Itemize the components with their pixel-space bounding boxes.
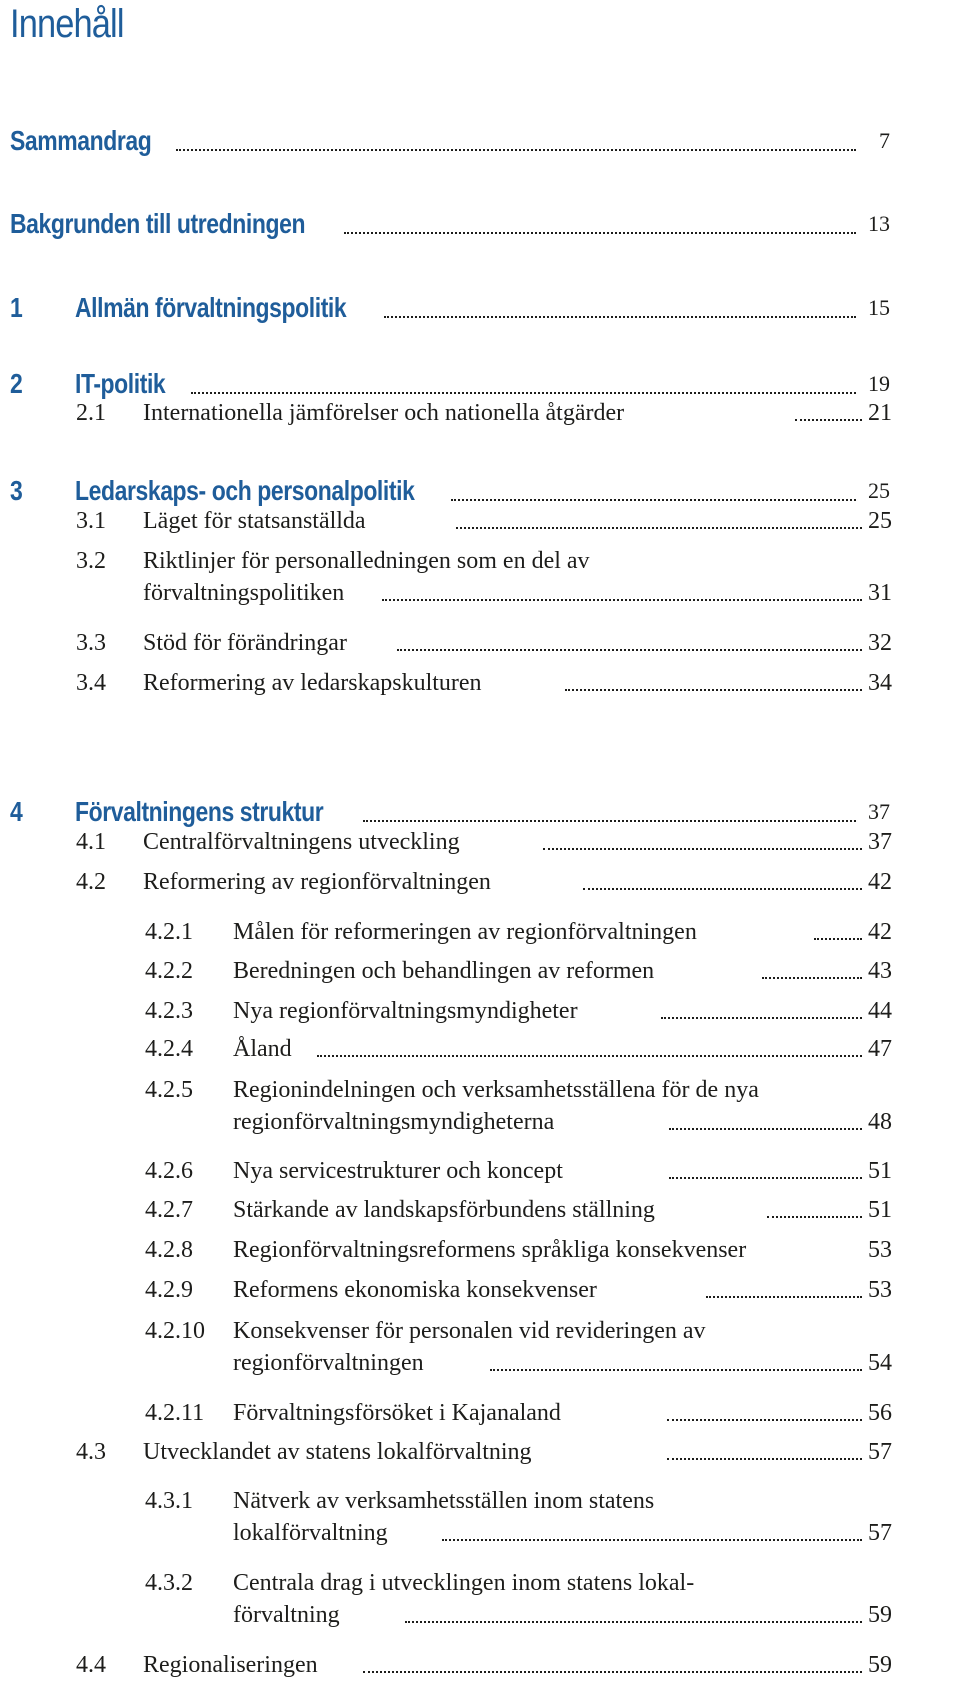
toc-entry-title: Stärkande av landskapsförbundens ställning bbox=[233, 1197, 655, 1223]
toc-entry-page-number: 57 bbox=[866, 1436, 892, 1468]
toc-entry[interactable] bbox=[0, 955, 892, 987]
toc-entry-number: 4.3 bbox=[76, 1439, 106, 1465]
toc-entry-title: Riktlinjer för personalledningen som en del av bbox=[143, 548, 590, 574]
toc-entry[interactable] bbox=[0, 667, 892, 699]
toc-entry[interactable] bbox=[0, 1315, 892, 1379]
toc-entry-number: 4.3.2 bbox=[145, 1570, 193, 1596]
dot-leader bbox=[706, 1296, 862, 1298]
toc-entry[interactable] bbox=[0, 474, 890, 508]
toc-entry[interactable] bbox=[0, 916, 892, 948]
dot-leader bbox=[191, 392, 856, 394]
dot-leader bbox=[795, 419, 862, 421]
toc-entry-page-number: 48 bbox=[866, 1106, 892, 1138]
dot-leader bbox=[344, 232, 856, 234]
toc-entry[interactable] bbox=[0, 367, 890, 401]
toc-entry-number: 4 bbox=[10, 796, 23, 827]
toc-entry-number: 3.3 bbox=[76, 630, 106, 656]
toc-entry-page-number: 37 bbox=[864, 795, 890, 829]
toc-entry[interactable] bbox=[0, 795, 890, 829]
toc-entry[interactable] bbox=[0, 1155, 892, 1187]
dot-leader bbox=[382, 599, 862, 601]
toc-entry-number: 4.2.1 bbox=[145, 919, 193, 945]
toc-entry-number: 4.2.10 bbox=[145, 1318, 205, 1344]
toc-entry-title: Målen för reformeringen av regionförvaltningen bbox=[233, 919, 697, 945]
toc-entry-title: Internationella jämförelser och nationella åtgärder bbox=[143, 400, 625, 426]
toc-entry-number: 4.2.8 bbox=[145, 1237, 193, 1263]
toc-entry-number: 4.2.5 bbox=[145, 1077, 193, 1103]
toc-entry-page-number: 15 bbox=[864, 291, 890, 325]
dot-leader bbox=[405, 1621, 862, 1623]
toc-entry-title-continued: regionförvaltningen bbox=[233, 1350, 424, 1376]
toc-entry-title: Centrala drag i utvecklingen inom statens lokal- bbox=[233, 1570, 695, 1596]
toc-entry-number: 4.1 bbox=[76, 829, 106, 855]
dot-leader bbox=[363, 1671, 862, 1673]
toc-entry-title: Allmän förvaltningspolitik bbox=[75, 292, 347, 323]
toc-entry-page-number: 21 bbox=[866, 397, 892, 429]
dot-leader bbox=[397, 649, 862, 651]
toc-entry-title: Åland bbox=[233, 1036, 292, 1062]
dot-leader bbox=[384, 316, 856, 318]
toc-entry[interactable] bbox=[0, 1274, 892, 1306]
dot-leader bbox=[565, 689, 862, 691]
toc-entry[interactable] bbox=[0, 397, 892, 429]
toc-entry-title: Bakgrunden till utredningen bbox=[10, 208, 306, 239]
dot-leader bbox=[583, 888, 862, 890]
toc-entry[interactable] bbox=[0, 1436, 892, 1468]
toc-entry-title: Nya regionförvaltningsmyndigheter bbox=[233, 998, 578, 1024]
toc-entry-number: 4.4 bbox=[76, 1652, 106, 1678]
toc-entry-page-number: 31 bbox=[866, 577, 892, 609]
toc-entry-title: Regionindelningen och verksamhetsställena för de nya bbox=[233, 1077, 759, 1103]
toc-entry-title-continued: lokalförvaltning bbox=[233, 1520, 388, 1546]
toc-entry-number: 4.2.7 bbox=[145, 1197, 193, 1223]
toc-entry[interactable] bbox=[0, 1033, 892, 1065]
dot-leader bbox=[762, 977, 862, 979]
toc-entry-number: 1 bbox=[10, 292, 23, 323]
toc-entry-title: Utvecklandet av statens lokalförvaltning bbox=[143, 1439, 532, 1465]
toc-entry-number: 4.2 bbox=[76, 869, 106, 895]
toc-entry-title-continued: förvaltning bbox=[233, 1602, 340, 1628]
toc-entry-number: 4.2.11 bbox=[145, 1400, 205, 1426]
toc-entry-title: Beredningen och behandlingen av reformen bbox=[233, 958, 655, 984]
toc-entry[interactable] bbox=[0, 1567, 892, 1631]
toc-entry-page-number: 57 bbox=[866, 1517, 892, 1549]
dot-leader bbox=[456, 527, 862, 529]
toc-entry-number: 3.4 bbox=[76, 670, 106, 696]
dot-leader bbox=[317, 1055, 862, 1057]
toc-entry-page-number: 42 bbox=[866, 866, 892, 898]
toc-entry-page-number: 32 bbox=[866, 627, 892, 659]
toc-entry-title: Läget för statsanställda bbox=[143, 508, 366, 534]
toc-entry-number: 4.2.6 bbox=[145, 1158, 193, 1184]
toc-entry-number: 2 bbox=[10, 368, 23, 399]
toc-entry[interactable] bbox=[0, 291, 890, 325]
dot-leader bbox=[176, 149, 856, 151]
toc-entry-number: 3 bbox=[10, 475, 23, 506]
toc-entry-page-number: 54 bbox=[866, 1347, 892, 1379]
toc-entry-title: Förvaltningsförsöket i Kajanaland bbox=[233, 1400, 561, 1426]
toc-entry-title: IT-politik bbox=[75, 368, 166, 399]
dot-leader bbox=[442, 1539, 862, 1541]
toc-entry[interactable] bbox=[0, 545, 892, 609]
toc-entry-number: 4.2.2 bbox=[145, 958, 193, 984]
toc-entry-title: Stöd för förändringar bbox=[143, 630, 347, 656]
dot-leader bbox=[543, 848, 862, 850]
toc-entry-title: Reformering av regionförvaltningen bbox=[143, 869, 491, 895]
toc-entry-page-number: 51 bbox=[866, 1155, 892, 1187]
toc-entry[interactable] bbox=[0, 1074, 892, 1138]
toc-entry-page-number: 34 bbox=[866, 667, 892, 699]
toc-entry-title: Reformering av ledarskapskulturen bbox=[143, 670, 482, 696]
toc-entry-page-number: 44 bbox=[866, 995, 892, 1027]
toc-entry-page-number: 43 bbox=[866, 955, 892, 987]
toc-entry-title: Förvaltningens struktur bbox=[75, 796, 324, 827]
toc-entry-title: Reformens ekonomiska konsekvenser bbox=[233, 1277, 597, 1303]
page-title: Innehåll bbox=[10, 2, 124, 46]
toc-entry[interactable] bbox=[0, 1649, 892, 1681]
toc-entry-page-number: 25 bbox=[866, 505, 892, 537]
toc-entry-page-number: 19 bbox=[864, 367, 890, 401]
dot-leader bbox=[490, 1369, 862, 1371]
toc-entry-title: Sammandrag bbox=[10, 125, 152, 156]
dot-leader bbox=[669, 1177, 862, 1179]
toc-entry-number: 4.3.1 bbox=[145, 1488, 193, 1514]
toc-entry-page-number: 59 bbox=[866, 1599, 892, 1631]
toc-entry[interactable] bbox=[0, 505, 892, 537]
toc-entry[interactable] bbox=[0, 627, 892, 659]
toc-entry[interactable] bbox=[0, 826, 892, 858]
dot-leader bbox=[669, 1128, 862, 1130]
toc-entry-page-number: 56 bbox=[866, 1397, 892, 1429]
toc-entry[interactable] bbox=[0, 1485, 892, 1549]
toc-entry-number: 4.2.9 bbox=[145, 1277, 193, 1303]
toc-entry-number: 2.1 bbox=[76, 400, 106, 426]
dot-leader bbox=[667, 1419, 862, 1421]
toc-entry[interactable] bbox=[0, 124, 890, 158]
dot-leader bbox=[363, 820, 856, 822]
toc-entry-title: Regionförvaltningsreformens språkliga konsekvenser bbox=[233, 1237, 747, 1263]
toc-entry[interactable] bbox=[0, 1397, 892, 1429]
toc-entry-title-continued: regionförvaltningsmyndigheterna bbox=[233, 1109, 555, 1135]
toc-entry-page-number: 51 bbox=[866, 1194, 892, 1226]
toc-entry[interactable] bbox=[0, 1194, 892, 1226]
toc-entry-number: 3.2 bbox=[76, 548, 106, 574]
toc-entry-page-number: 42 bbox=[866, 916, 892, 948]
dot-leader bbox=[661, 1017, 862, 1019]
toc-entry[interactable] bbox=[0, 995, 892, 1027]
dot-leader bbox=[767, 1216, 862, 1218]
toc-entry-page-number: 59 bbox=[866, 1649, 892, 1681]
toc-entry-page-number: 53 bbox=[866, 1234, 892, 1266]
toc-entry-title: Nätverk av verksamhetsställen inom statens bbox=[233, 1488, 655, 1514]
toc-entry-page-number: 13 bbox=[864, 207, 890, 241]
toc-entry-title: Konsekvenser för personalen vid revideringen av bbox=[233, 1318, 706, 1344]
toc-entry-page-number: 47 bbox=[866, 1033, 892, 1065]
toc-entry-page-number: 7 bbox=[875, 124, 890, 158]
toc-entry-title: Centralförvaltningens utveckling bbox=[143, 829, 460, 855]
toc-entry-page-number: 25 bbox=[864, 474, 890, 508]
toc-entry-title-continued: förvaltningspolitiken bbox=[143, 580, 345, 606]
dot-leader bbox=[814, 938, 862, 940]
toc-entry-number: 4.2.3 bbox=[145, 998, 193, 1024]
toc-entry[interactable] bbox=[0, 1234, 892, 1266]
toc-entry[interactable] bbox=[0, 866, 892, 898]
toc-entry-number: 3.1 bbox=[76, 508, 106, 534]
toc-entry-title: Regionaliseringen bbox=[143, 1652, 318, 1678]
toc-entry[interactable] bbox=[0, 207, 890, 241]
dot-leader bbox=[667, 1458, 862, 1460]
toc-entry-number: 4.2.4 bbox=[145, 1036, 193, 1062]
toc-entry-title: Ledarskaps- och personalpolitik bbox=[75, 475, 415, 506]
dot-leader bbox=[451, 499, 856, 501]
toc-entry-page-number: 53 bbox=[866, 1274, 892, 1306]
toc-entry-title: Nya servicestrukturer och koncept bbox=[233, 1158, 563, 1184]
toc-entry-page-number: 37 bbox=[866, 826, 892, 858]
